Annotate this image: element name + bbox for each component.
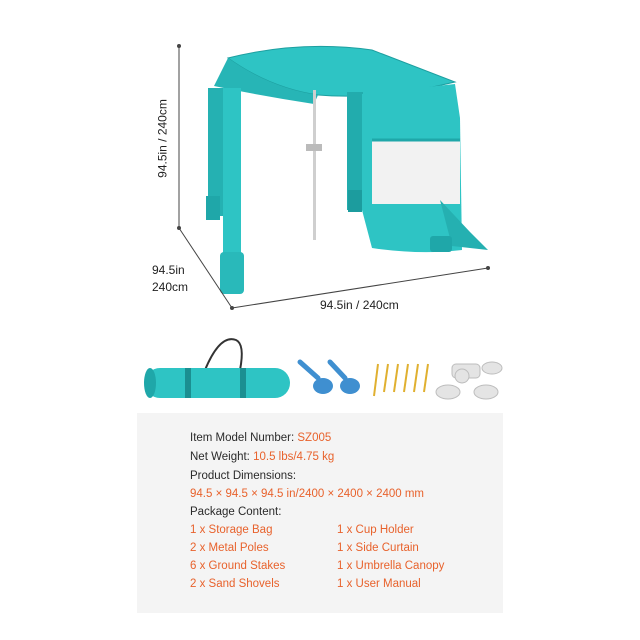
ground-stakes-icon <box>374 364 428 396</box>
sand-shovels-icon <box>300 362 360 394</box>
model-number-row <box>190 432 331 444</box>
content-item: 1 x Storage Bag <box>190 524 273 536</box>
product-dimensions-label: Product Dimensions: <box>190 470 297 482</box>
storage-bag-icon <box>144 339 290 398</box>
depth-label-cm: 240cm <box>152 280 189 294</box>
depth-label-in: 94.5in <box>152 263 185 277</box>
net-weight-value: 10.5 lbs/4.75 kg <box>253 451 335 463</box>
product-dimensions-value: 94.5 × 94.5 × 94.5 in/2400 × 2400 × 2400 mm <box>190 488 425 500</box>
width-dimension-label: 94.5in / 240cm <box>320 298 399 312</box>
content-item: 6 x Ground Stakes <box>190 560 286 572</box>
net-weight-row <box>190 451 334 463</box>
content-item: 2 x Sand Shovels <box>190 578 280 590</box>
package-items-illustration <box>0 330 640 410</box>
height-dimension-label: 94.5in / 240cm <box>155 99 170 178</box>
net-weight-label: Net Weight: <box>190 451 254 463</box>
content-item: 1 x User Manual <box>337 578 421 590</box>
model-number-label: Item Model Number: <box>190 432 298 444</box>
model-number-value: SZ005 <box>297 432 332 444</box>
depth-dimension-label <box>152 262 188 296</box>
content-item: 1 x Side Curtain <box>337 542 419 554</box>
content-item: 2 x Metal Poles <box>190 542 269 554</box>
cup-holder-icon <box>436 362 502 399</box>
content-item: 1 x Umbrella Canopy <box>337 560 445 572</box>
package-content-label: Package Content: <box>190 506 282 518</box>
content-item: 1 x Cup Holder <box>337 524 414 536</box>
